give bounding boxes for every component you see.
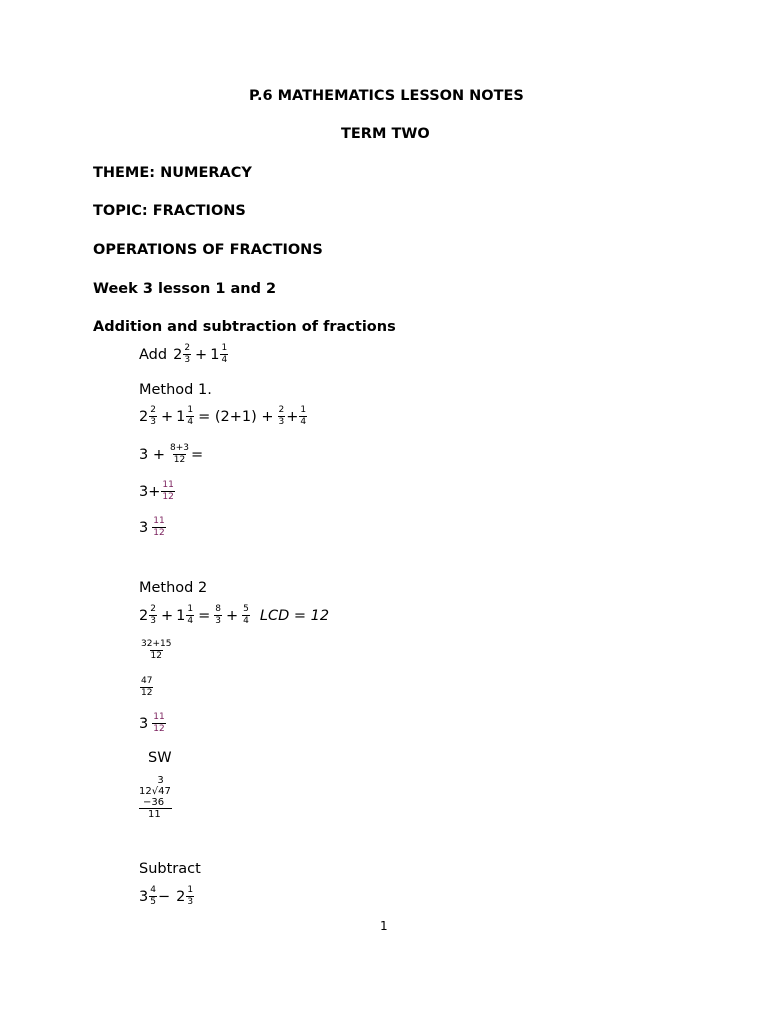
method-1-step-1: 2 $\frac{2}{3}$ + 1 $\frac{1}{4}$ = (2+1) + $\frac{2}{3}$ + $\frac{1}{4}$ [139, 405, 307, 427]
week-heading: Week 3 lesson 1 and 2 [93, 281, 277, 297]
theme-heading: THEME: NUMERACY [93, 165, 252, 181]
lcd-note: LCD = 12 [259, 607, 330, 624]
remainder: 11 [148, 809, 161, 820]
method-2-label: Method 2 [139, 580, 208, 596]
subtract-expression: 3 $\frac{4}{5}$ − 2 $\frac{1}{3}$ [139, 885, 194, 907]
fraction: $\frac{1}{4}$ [221, 343, 228, 365]
page-number: 1 [380, 919, 388, 933]
whole-number: 1 [210, 346, 220, 363]
plus-sign: + [195, 346, 208, 363]
quotient: 3 [157, 775, 164, 786]
method-2-step-1: 2 $\frac{2}{3}$ + 1 $\frac{1}{4}$ = $\frac{8}{3}$ + $\frac{5}{4}$ LCD = 12 [139, 604, 330, 626]
method-1-step-3: 3+ $\frac{11}{12}$ [139, 480, 174, 502]
method-1-answer: 3 $\frac{11}{12}$ [139, 516, 165, 538]
add-label: Add [139, 346, 168, 363]
whole-number: 2 [173, 346, 183, 363]
term-heading: TERM TWO [341, 126, 430, 142]
operations-heading: OPERATIONS OF FRACTIONS [93, 242, 323, 258]
fraction: $\frac{2}{3}$ [184, 343, 191, 365]
subtraction-line: −36 [143, 797, 165, 808]
side-work-label: SW [148, 750, 172, 766]
method-2-answer: 3 $\frac{11}{12}$ [139, 712, 165, 734]
long-division-work [139, 775, 172, 820]
method-1-step-2: 3 + $\frac{8+3}{12}$ = [139, 443, 204, 465]
topic-heading: TOPIC: FRACTIONS [93, 203, 246, 219]
method-2-step-2: $\frac{32+15}{12}$ [141, 639, 172, 661]
subtract-label: Subtract [139, 861, 201, 877]
method-2-step-3: $\frac{47}{12}$ [141, 676, 153, 698]
section-heading: Addition and subtraction of fractions [93, 319, 396, 335]
method-1-label: Method 1. [139, 382, 212, 398]
add-expression [139, 344, 229, 365]
document-title: P.6 MATHEMATICS LESSON NOTES [249, 88, 524, 104]
dividend-line: 12√47 [139, 786, 171, 797]
